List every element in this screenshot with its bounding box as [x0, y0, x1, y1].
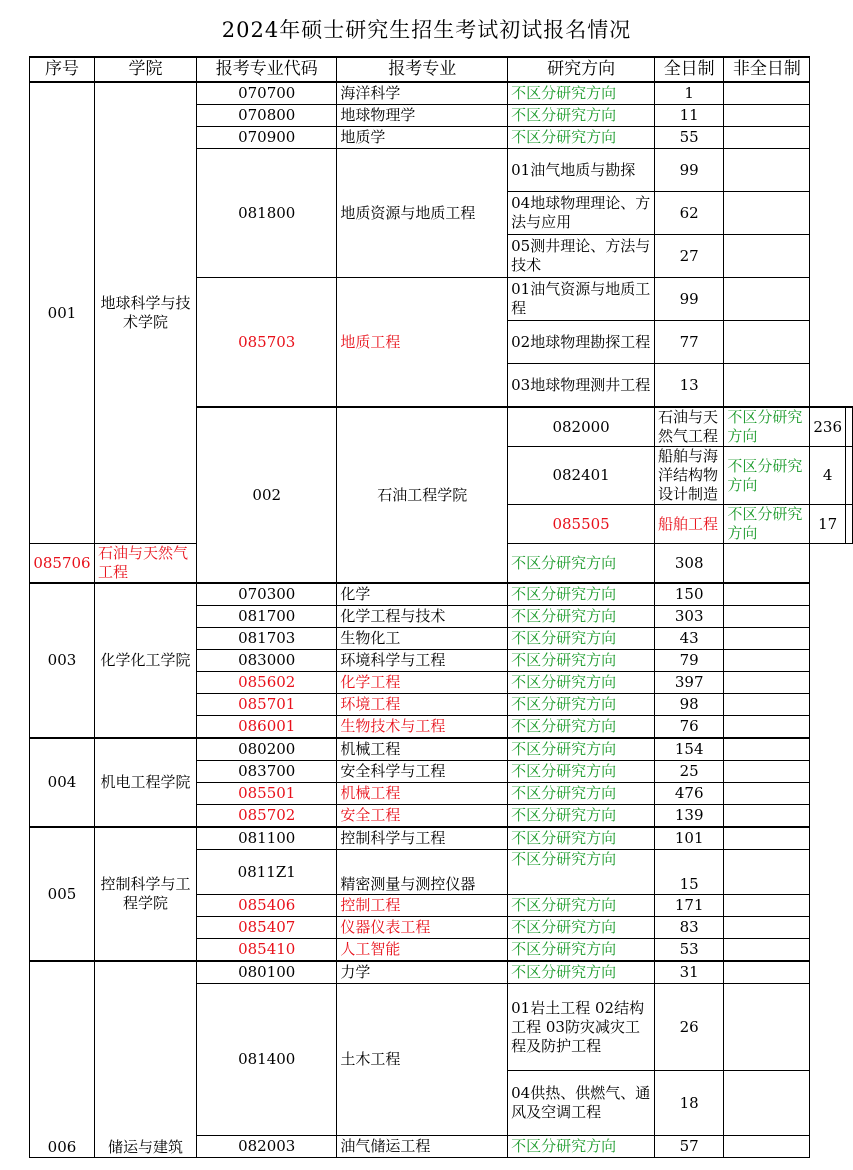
fulltime-count: 101 — [655, 827, 724, 850]
major-code: 086001 — [197, 716, 337, 739]
research-direction: 不区分研究方向 — [724, 505, 810, 544]
fulltime-count: 236 — [810, 407, 846, 447]
header-major: 报考专业 — [337, 57, 508, 82]
major-name: 精密测量与测控仪器 — [337, 850, 508, 895]
major-code: 085410 — [197, 939, 337, 962]
major-code: 083700 — [197, 761, 337, 783]
major-code: 070700 — [197, 82, 337, 105]
parttime-count — [724, 583, 810, 606]
research-direction: 不区分研究方向 — [508, 961, 655, 984]
fulltime-count: 154 — [655, 738, 724, 761]
major-code: 082003 — [197, 1136, 337, 1158]
major-code: 085407 — [197, 917, 337, 939]
major-code: 081703 — [197, 628, 337, 650]
parttime-count — [724, 127, 810, 149]
major-code: 070900 — [197, 127, 337, 149]
major-name: 机械工程 — [337, 783, 508, 805]
major-code: 081100 — [197, 827, 337, 850]
major-code: 085505 — [508, 505, 655, 544]
major-code: 080100 — [197, 961, 337, 984]
major-code: 081700 — [197, 606, 337, 628]
table-row — [30, 827, 853, 850]
major-name: 地质工程 — [337, 278, 508, 408]
major-name: 生物化工 — [337, 628, 508, 650]
research-direction: 不区分研究方向 — [508, 694, 655, 716]
research-direction: 不区分研究方向 — [508, 917, 655, 939]
fulltime-count: 31 — [655, 961, 724, 984]
fulltime-count: 62 — [655, 192, 724, 235]
fulltime-count: 150 — [655, 583, 724, 606]
fulltime-count: 25 — [655, 761, 724, 783]
fulltime-count: 17 — [810, 505, 846, 544]
research-direction: 不区分研究方向 — [508, 716, 655, 739]
fulltime-count: 27 — [655, 235, 724, 278]
school-name: 地球科学与技术学院 — [94, 82, 196, 544]
major-code: 085602 — [197, 672, 337, 694]
major-name: 化学 — [337, 583, 508, 606]
parttime-count — [724, 235, 810, 278]
parttime-count — [724, 672, 810, 694]
research-direction: 05测井理论、方法与技术 — [508, 235, 655, 278]
parttime-count — [724, 716, 810, 739]
research-direction: 04地球物理理论、方法与应用 — [508, 192, 655, 235]
fulltime-count: 15 — [655, 850, 724, 895]
major-name: 油气储运工程 — [337, 1136, 508, 1158]
fulltime-count: 397 — [655, 672, 724, 694]
major-name: 地球物理学 — [337, 105, 508, 127]
fulltime-count: 11 — [655, 105, 724, 127]
major-name: 化学工程与技术 — [337, 606, 508, 628]
research-direction: 不区分研究方向 — [508, 127, 655, 149]
major-code: 082401 — [508, 447, 655, 505]
major-code: 085706 — [30, 544, 95, 584]
major-name: 生物技术与工程 — [337, 716, 508, 739]
fulltime-count: 53 — [655, 939, 724, 962]
table-row — [30, 738, 853, 761]
major-name: 海洋科学 — [337, 82, 508, 105]
parttime-count — [724, 939, 810, 962]
major-code: 082000 — [508, 407, 655, 447]
parttime-count — [724, 364, 810, 408]
parttime-count — [724, 827, 810, 850]
major-name: 土木工程 — [337, 984, 508, 1136]
table-row — [30, 82, 853, 105]
major-code: 085702 — [197, 805, 337, 828]
major-name: 人工智能 — [337, 939, 508, 962]
major-code: 085703 — [197, 278, 337, 408]
parttime-count — [724, 544, 810, 584]
major-code: 081800 — [197, 149, 337, 278]
parttime-count — [724, 82, 810, 105]
school-name: 控制科学与工程学院 — [94, 827, 196, 961]
fulltime-count: 18 — [655, 1071, 724, 1136]
school-name: 机电工程学院 — [94, 738, 196, 827]
enrollment-table — [29, 56, 853, 1158]
table-row — [30, 961, 853, 984]
parttime-count — [724, 917, 810, 939]
major-name: 安全工程 — [337, 805, 508, 828]
parttime-count — [724, 850, 810, 895]
parttime-count — [724, 783, 810, 805]
research-direction: 不区分研究方向 — [508, 650, 655, 672]
major-name: 化学工程 — [337, 672, 508, 694]
group-number: 003 — [30, 583, 95, 738]
parttime-count — [724, 694, 810, 716]
header-school: 学院 — [94, 57, 196, 82]
major-name: 石油与天然气工程 — [94, 544, 196, 584]
fulltime-count: 77 — [655, 321, 724, 364]
fulltime-count: 83 — [655, 917, 724, 939]
fulltime-count: 43 — [655, 628, 724, 650]
major-name: 控制工程 — [337, 895, 508, 917]
header-direction: 研究方向 — [508, 57, 655, 82]
parttime-count — [724, 628, 810, 650]
parttime-count — [724, 105, 810, 127]
major-name: 地质资源与地质工程 — [337, 149, 508, 278]
major-name: 环境工程 — [337, 694, 508, 716]
major-name: 控制科学与工程 — [337, 827, 508, 850]
major-code: 0811Z1 — [197, 850, 337, 895]
parttime-count — [724, 278, 810, 321]
group-number: 004 — [30, 738, 95, 827]
header-row — [30, 57, 853, 82]
parttime-count — [846, 407, 853, 447]
research-direction: 01油气资源与地质工程 — [508, 278, 655, 321]
fulltime-count: 76 — [655, 716, 724, 739]
research-direction: 不区分研究方向 — [508, 850, 655, 895]
fulltime-count: 55 — [655, 127, 724, 149]
research-direction: 不区分研究方向 — [508, 105, 655, 127]
research-direction: 不区分研究方向 — [508, 895, 655, 917]
research-direction: 不区分研究方向 — [508, 628, 655, 650]
fulltime-count: 26 — [655, 984, 724, 1071]
school-name: 储运与建筑 — [94, 961, 196, 1158]
major-code: 083000 — [197, 650, 337, 672]
major-name: 安全科学与工程 — [337, 761, 508, 783]
major-code: 080200 — [197, 738, 337, 761]
school-name: 石油工程学院 — [337, 407, 508, 583]
header-seq: 序号 — [30, 57, 95, 82]
research-direction: 不区分研究方向 — [508, 939, 655, 962]
group-number: 002 — [197, 407, 337, 583]
header-code: 报考专业代码 — [197, 57, 337, 82]
parttime-count — [724, 984, 810, 1071]
fulltime-count: 99 — [655, 149, 724, 192]
research-direction: 不区分研究方向 — [508, 672, 655, 694]
research-direction: 01岩土工程 02结构工程 03防灾减灾工程及防护工程 — [508, 984, 655, 1071]
research-direction: 01油气地质与勘探 — [508, 149, 655, 192]
fulltime-count: 99 — [655, 278, 724, 321]
parttime-count — [724, 895, 810, 917]
major-name: 仪器仪表工程 — [337, 917, 508, 939]
major-name: 力学 — [337, 961, 508, 984]
research-direction: 不区分研究方向 — [508, 82, 655, 105]
research-direction: 不区分研究方向 — [508, 606, 655, 628]
group-number: 001 — [30, 82, 95, 544]
parttime-count — [724, 738, 810, 761]
parttime-count — [724, 1136, 810, 1158]
header-fulltime: 全日制 — [655, 57, 724, 82]
major-name: 机械工程 — [337, 738, 508, 761]
fulltime-count: 98 — [655, 694, 724, 716]
parttime-count — [846, 505, 853, 544]
major-code: 070800 — [197, 105, 337, 127]
research-direction: 不区分研究方向 — [724, 447, 810, 505]
fulltime-count: 13 — [655, 364, 724, 408]
parttime-count — [724, 606, 810, 628]
fulltime-count: 139 — [655, 805, 724, 828]
parttime-count — [724, 1071, 810, 1136]
research-direction: 不区分研究方向 — [508, 783, 655, 805]
research-direction: 不区分研究方向 — [508, 738, 655, 761]
parttime-count — [724, 321, 810, 364]
major-code: 070300 — [197, 583, 337, 606]
parttime-count — [846, 447, 853, 505]
fulltime-count: 476 — [655, 783, 724, 805]
major-code: 085406 — [197, 895, 337, 917]
research-direction: 不区分研究方向 — [508, 583, 655, 606]
major-name: 船舶与海洋结构物设计制造 — [655, 447, 724, 505]
research-direction: 不区分研究方向 — [724, 407, 810, 447]
parttime-count — [724, 961, 810, 984]
major-code: 085501 — [197, 783, 337, 805]
fulltime-count: 57 — [655, 1136, 724, 1158]
parttime-count — [724, 805, 810, 828]
major-code: 085701 — [197, 694, 337, 716]
parttime-count — [724, 149, 810, 192]
parttime-count — [724, 650, 810, 672]
major-name: 石油与天然气工程 — [655, 407, 724, 447]
fulltime-count: 1 — [655, 82, 724, 105]
major-code: 081400 — [197, 984, 337, 1136]
research-direction: 02地球物理勘探工程 — [508, 321, 655, 364]
header-parttime: 非全日制 — [724, 57, 810, 82]
major-name: 环境科学与工程 — [337, 650, 508, 672]
research-direction: 不区分研究方向 — [508, 1136, 655, 1158]
fulltime-count: 308 — [655, 544, 724, 584]
school-name: 化学化工学院 — [94, 583, 196, 738]
fulltime-count: 171 — [655, 895, 724, 917]
parttime-count — [724, 761, 810, 783]
research-direction: 不区分研究方向 — [508, 805, 655, 828]
group-number: 005 — [30, 827, 95, 961]
page-title: 2024年硕士研究生招生考试初试报名情况 — [221, 18, 632, 42]
research-direction: 04供热、供燃气、通风及空调工程 — [508, 1071, 655, 1136]
table-row — [30, 583, 853, 606]
fulltime-count: 303 — [655, 606, 724, 628]
research-direction: 不区分研究方向 — [508, 761, 655, 783]
fulltime-count: 4 — [810, 447, 846, 505]
fulltime-count: 79 — [655, 650, 724, 672]
group-number: 006 — [30, 961, 95, 1158]
major-name: 船舶工程 — [655, 505, 724, 544]
major-name: 地质学 — [337, 127, 508, 149]
parttime-count — [724, 192, 810, 235]
research-direction: 03地球物理测井工程 — [508, 364, 655, 408]
research-direction: 不区分研究方向 — [508, 544, 655, 584]
research-direction: 不区分研究方向 — [508, 827, 655, 850]
